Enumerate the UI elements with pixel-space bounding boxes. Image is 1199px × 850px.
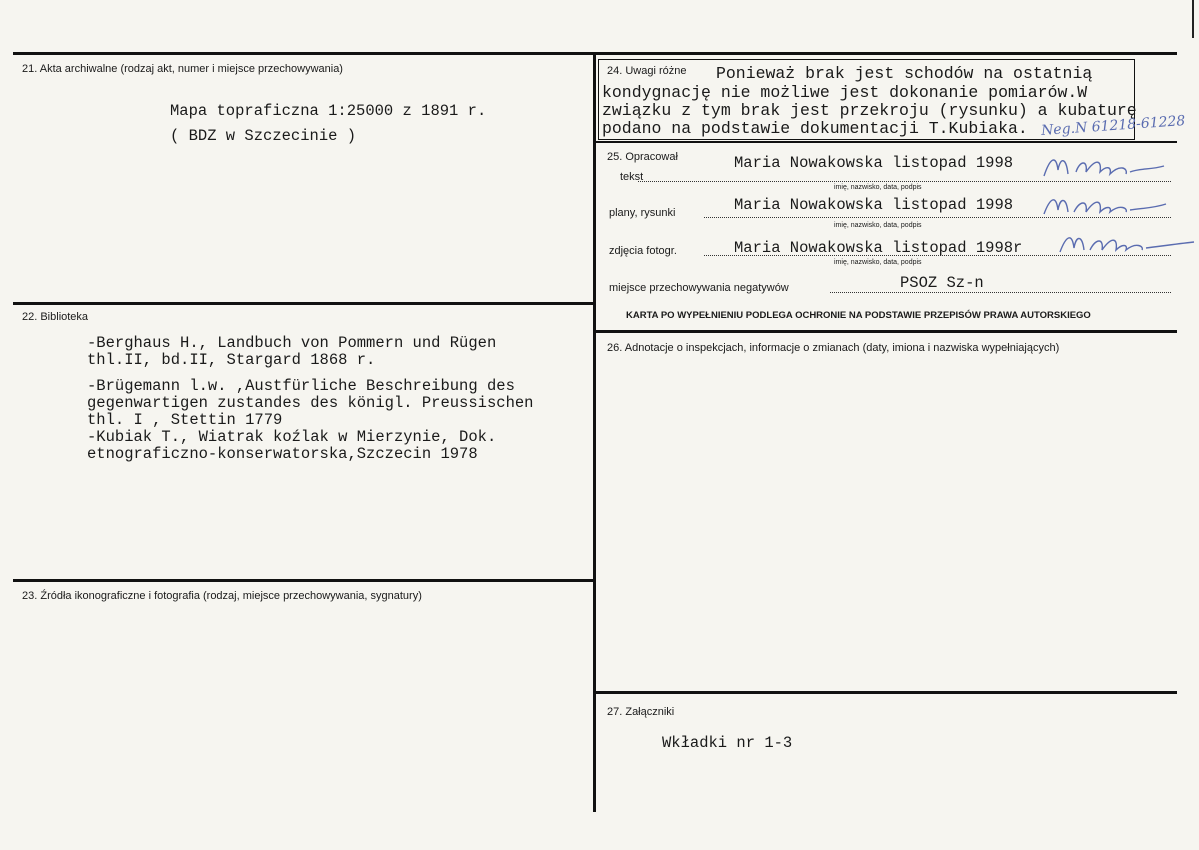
rule-25-26 [595,330,1177,333]
section24-label: 24. Uwagi różne [607,65,687,77]
bibliography-entry-1-line-1: -Berghaus H., Landbuch von Pommern und Rügen [87,334,497,352]
section25-label: 25. Opracował [607,151,678,163]
section24-line-2: kondygnację nie możliwe jest dokonanie pomiarów.W [602,83,1088,102]
handwritten-negative-note: Neg.N 61218-61228 [1040,112,1186,140]
author-drawings-label: plany, rysunki [609,207,676,219]
bibliography-entry-2-line-1: -Brügemann l.w. ,Austfürliche Beschreibung des [87,377,515,395]
section21-line-2: ( BDZ w Szczecinie ) [170,127,357,145]
author-text-value: Maria Nowakowska listopad 1998 [734,154,1014,172]
bibliography-entry-2-line-2: gegenwartigen zustandes des königl. Preussischen [87,394,534,412]
rule-22-23 [13,579,595,582]
signature-photos [1056,228,1196,258]
negatives-value: PSOZ Sz-n [900,274,984,292]
section24-line-3: związku z tym brak jest przekroju (rysunku) a kubaturę [602,101,1137,120]
negatives-dotline [830,292,1171,293]
author-photos-value: Maria Nowakowska listopad 1998r [734,239,1023,257]
section24-line-4: podano na podstawie dokumentacji T.Kubiaka. [602,119,1028,138]
section27-label: 27. Załączniki [607,706,675,718]
section21-label: 21. Akta archiwalne (rodzaj akt, numer i miejsce przechowywania) [22,63,343,75]
author-drawings-value: Maria Nowakowska listopad 1998 [734,196,1014,214]
bibliography-entry-2-line-3: thl. I , Stettin 1779 [87,411,283,429]
rule-26-27 [595,691,1177,694]
signature-text [1040,150,1170,182]
section23-label: 23. Źródła ikonograficzne i fotografia (rodzaj, miejsce przechowywania, sygnatury) [22,590,422,602]
negatives-label: miejsce przechowywania negatywów [609,282,789,294]
right-edge-mark [1192,0,1194,38]
bibliography-entry-3-line-2: etnograficzno-konserwatorska,Szczecin 1978 [87,445,478,463]
section26-label: 26. Adnotacje o inspekcjach, informacje o zmianach (daty, imiona i nazwiska wypełniających) [607,342,1060,354]
author-text-label: tekst [620,171,644,183]
rule-24-25 [595,141,1177,143]
rule-21-22 [13,302,595,305]
section21-line-1: Mapa topraficzna 1:25000 z 1891 r. [170,102,487,120]
author-text-sublabel: imię, nazwisko, data, podpis [834,184,922,191]
author-photos-label: zdjęcia fotogr. [609,245,677,257]
signature-drawings [1040,190,1170,220]
author-drawings-sublabel: imię, nazwisko, data, podpis [834,222,922,229]
section22-label: 22. Biblioteka [22,311,89,323]
bibliography-entry-3-line-1: -Kubiak T., Wiatrak koźlak w Mierzynie, Dok. [87,428,497,446]
section24-line-1: Ponieważ brak jest schodów na ostatnią [716,64,1093,83]
bibliography-entry-1-line-2: thl.II, bd.II, Stargard 1868 r. [87,351,376,369]
copyright-notice: KARTA PO WYPEŁNIENIU PODLEGA OCHRONIE NA PODSTAWIE PRZEPISÓW PRAWA AUTORSKIEGO [626,310,1091,321]
author-photos-sublabel: imię, nazwisko, data, podpis [834,259,922,266]
center-divider [593,52,596,812]
section27-value: Wkładki nr 1-3 [662,734,793,752]
